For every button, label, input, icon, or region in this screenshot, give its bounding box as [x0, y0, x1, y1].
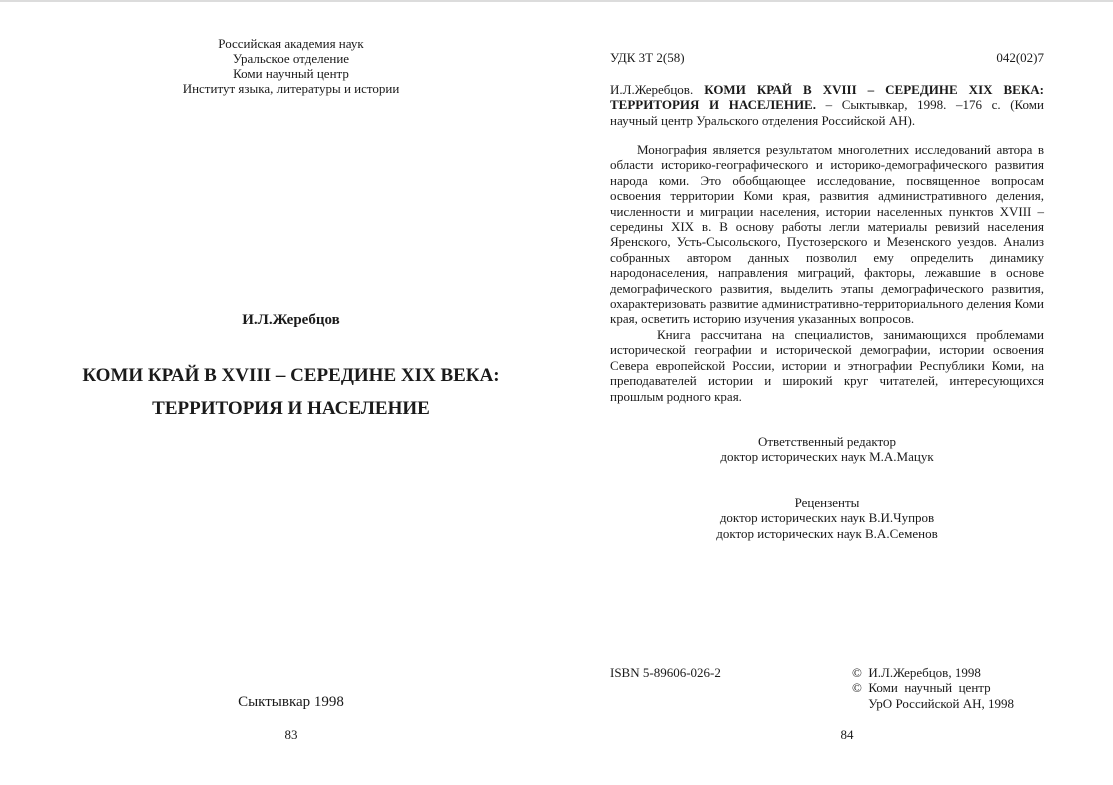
page-number-left: 83 [284, 727, 298, 742]
copyright-line-branch: УрО Российской АН, 1998 [852, 695, 1015, 711]
biblio-title: КОМИ КРАЙ В XVIII – СЕРЕДИНЕ XIX ВЕКА: ТЕРРИТОРИЯ И НАСЕЛЕНИЕ. [610, 82, 1045, 113]
book-title-line-1: КОМИ КРАЙ В XVIII – СЕРЕДИНЕ XIX ВЕКА: [82, 365, 500, 386]
isbn: ISBN 5-89606-026-2 [610, 665, 721, 680]
reviewer-1: доктор исторических наук В.И.Чупров [719, 510, 935, 526]
editor-name: доктор исторических наук М.А.Мацук [720, 449, 934, 465]
biblio-details: – Сыктывкар, 1998. –176 с. (Коми научный центр Уральского отделения Российской АН). [610, 97, 1044, 128]
institution-line-center: Коми научный центр [233, 66, 349, 81]
city-year: Сыктывкар 1998 [238, 694, 344, 710]
udk-code: УДК 3Т 2(58) [610, 50, 685, 65]
reviewer-2: доктор исторических наук В.А.Семенов [716, 525, 938, 541]
editor-block [610, 434, 1044, 465]
copyright-block [852, 665, 1014, 711]
book-title-line-2: ТЕРРИТОРИЯ И НАСЕЛЕНИЕ [152, 398, 430, 419]
page-number-right: 84 [840, 727, 854, 742]
institution-line-branch: Уральское отделение [232, 51, 350, 66]
annotation-paragraph-2: Книга рассчитана на специалистов, занимающихся проблемами исторической географии и исторической демографии, истории освоения Севера европейской России, истории и этнографии Республики Коми, на преподавателей истории и широкий круг читателей, интересующихся прошлым родного края. [610, 326, 1044, 404]
annotation [610, 142, 1044, 404]
annotation-paragraph-1: Монография является результатом многолетних исследований автора в области историко-географического и историко-демографического развития народа коми. Это обобщающее исследование, посвященное вопросам освоения территории Коми края, развития административного деления, численности и миграции населения, истории населенных пунктов XVIII – середины XIX в. В основу работы легли материалы ревизий населения Яренского, Усть-Сысольского, Пустозерского и Мезенского уездов. Анализ собранных автором данных позволил ему определить динамику народонаселения, направления миграций, факторы, лежавшие в основе демографического развития, выделить этапы демографического развития, охарактеризовать развитие административно-территориального деления Коми края, осветить историю изучения указанных вопросов. [610, 142, 1044, 327]
author-name: И.Л.Жеребцов [242, 312, 340, 328]
editor-heading: Ответственный редактор [757, 434, 897, 449]
book-title [40, 359, 542, 425]
institution-line-institute: Институт языка, литературы и истории [182, 81, 400, 96]
copyright-line-author: © И.Л.Жеребцов, 1998 [852, 665, 981, 680]
institution-line-academy: Российская академия наук [218, 36, 364, 51]
bbk-code: 042(02)7 [996, 50, 1044, 65]
right-page [556, 0, 1113, 785]
reviewers-heading: Рецензенты [794, 495, 860, 510]
copyright-line-center: © Коми научный центр [852, 680, 991, 696]
left-page [0, 0, 556, 785]
reviewers-block [610, 495, 1044, 541]
biblio-author: И.Л.Жеребцов. [610, 82, 694, 97]
bibliographic-record [610, 82, 1044, 128]
institution-block [0, 36, 582, 96]
